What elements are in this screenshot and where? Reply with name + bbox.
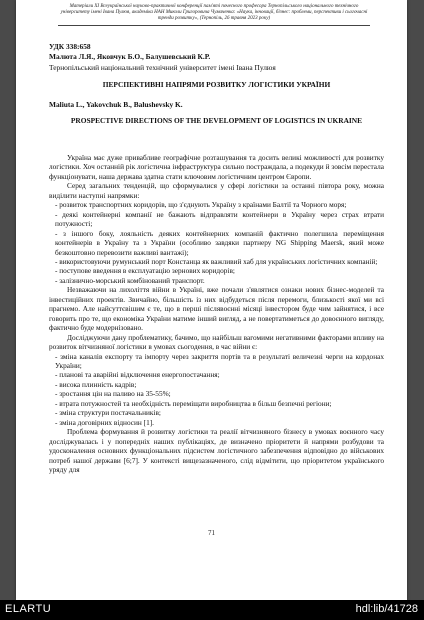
authors-uk: Малюта Л.Я., Яковчук Б.О., Балушевський К.Р. [49, 52, 211, 61]
authors-en: Maliuta L., Yakovchuk B., Balushevsky K. [49, 100, 183, 109]
list-item: - деякі контейнерні компанії не бажають відправляти контейнери в Україну через страх втрати потужності; [55, 209, 384, 229]
list-item: - висока плинність кадрів; [55, 379, 137, 389]
list-item: - планові та аварійні відключення енергопостачання; [55, 370, 220, 380]
list-item: - зміна договірних відносин [1]. [55, 417, 154, 427]
list-item: - використовуючи румунський порт Констанца як важливий хаб для українських логістичних компаній; [55, 256, 378, 266]
paragraph: Проблема формування й розвитку логістики та реалії вітчизняного бізнесу в умовах воєнного часу досліджувалась і у попередніх наших публікаціях, де визначено пріоритети й напрями розбудови та удосконалення основних функціональних підсистем логістичного забезпечення відповідно до військових потреб нашої держави [6;7]. У контексті вищезазначеного, слід відмітити, що пріоритетом українського уряду для [49, 427, 384, 474]
paragraph: Досліджуючи дану проблематику, бачимо, що найбільш вагомими негативними факторами впливу на розвиток вітчизняної логістики в умовах сьогодення, в час війни є: [49, 332, 384, 352]
list-item: - втрата потужностей та необхідність переміщати виробництва в більш безпечні регіони; [55, 398, 332, 408]
udk-code: УДК 338:658 [49, 42, 91, 51]
list-item: - поступове введення в експлуатацію зернових коридорів; [55, 266, 235, 276]
paragraph: Серед загальних тенденцій, що сформувалися у сфері логістики за останні півтора року, можна виділити наступні напрямки: [49, 181, 384, 200]
list-item: - розвиток транспортних коридорів, що з'єднують Україну з країнами Балтії та Чорного моря; [55, 200, 347, 210]
repository-label: ELARTU [5, 603, 52, 615]
handle-label: hdl:lib/41728 [355, 603, 418, 615]
conference-header: Матеріали XI Всеукраїнської науково-практичної конференції пам'яті почесного професора Тернопільського національного технічного університету імені Івана Пулюя, академіка НАН Миколи Григоровича Чумаченка: «Наука, інновації, бізнес: проблеми, перспективи і сьогочасні тренди розвитку», (Тернопіль, 26 травня 2023 року) [58, 4, 370, 26]
list-item: - зміна каналів експорту та імпорту через закриття портів та в результаті величезні черги на кордонах України; [55, 351, 384, 370]
title-en: PROSPECTIVE DIRECTIONS OF THE DEVELOPMENT OF LOGISTICS IN UKRAINE [70, 116, 363, 125]
title-uk: ПЕРСПЕКТИВНІ НАПРЯМИ РОЗВИТКУ ЛОГІСТИКИ УКРАЇНИ [102, 80, 331, 89]
article-body [49, 153, 384, 474]
list-item: - з іншого боку, лояльність деяких контейнерних компаній фактично полегшила переміщення контейнерів в Україну та з України (особливо завдяки партнеру NG Shipping Maersk, який може безкоштовно перевозити важливі вантажі); [55, 228, 384, 257]
document-page [16, 0, 407, 600]
university-name: Тернопільський національний технічний університет імені Івана Пулюя [49, 63, 276, 72]
list-item: - залізнично-морський комбінований транспорт. [55, 275, 205, 285]
paragraph: Україна має дуже привабливе географічне розташування та досить великі можливості для розвитку логістики. Хоч останній рік логістична інфраструктура сильно постраждала, а подекуди й зовсім перестала функціонувати, наша держава здатна стати ключовим логістичним центром Європи. [49, 153, 384, 181]
page-number: 71 [208, 529, 215, 537]
list-item: - зміна структури постачальників; [55, 408, 161, 418]
list-item: - зростання цін на паливо на 35-55%; [55, 389, 171, 399]
paragraph: Незважаючи на лихоліття війни в Україні, вже почали з'являтися ознаки нових бізнес-моделей та інвестиційних проектів. Звичайно, більшість із них відбудеться після перемоги, близькості якої ми всі прагнемо. Але найсуттєвішим є те, що в перші післявоєнні місяці інвестором буде чим зайнятися, і все говорить про те, що економіка України матиме інший вигляд, а не повертатиметься до довоєнного вигляду, фактично буде модернізовано. [49, 285, 384, 333]
